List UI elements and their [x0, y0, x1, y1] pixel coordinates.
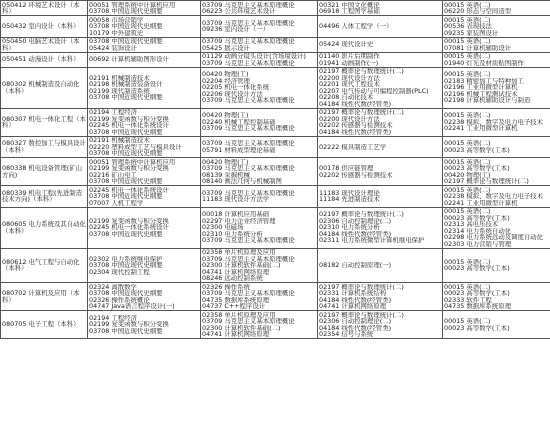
course-entry: 02220 塑料成型工艺与模具设计 — [89, 143, 182, 150]
course-entry: 05424 现代设计史 — [319, 41, 374, 48]
course-cell-1 — [88, 158, 201, 186]
course-entry: 02306 自动控制理论(二) — [319, 318, 392, 325]
course-entry: 02199 复变函数与积分变换 — [89, 165, 169, 172]
course-entry: 08182 自动控制原理(一) — [319, 262, 392, 269]
course-entry: 03709 马克思主义基本原理概论 — [202, 38, 295, 45]
course-entry: 02310 电力系统分析 — [319, 224, 380, 231]
course-entry: 02196 工业用微型计算机 — [444, 84, 518, 91]
course-cell-3 — [318, 16, 443, 38]
course-entry: 02324 离散数学 — [89, 283, 137, 290]
course-entry: 03708 中国近现代史纲要 — [89, 38, 163, 45]
course-cell-4 — [443, 37, 550, 52]
table-row — [1, 37, 550, 52]
course-entry: 02191 机械制造技术 — [89, 74, 150, 81]
course-entry: 00015 英语(二) — [444, 258, 491, 266]
course-entry: 04747 Java语言程序设计(一) — [89, 303, 175, 310]
course-entry: 00420 物理(工) — [202, 158, 249, 165]
course-entry: 02222 模具制造工艺学 — [319, 143, 387, 150]
course-entry: 02300 计算机软件基础(二) — [202, 324, 281, 331]
course-entry: 02300 计算机软件基础(二) — [202, 262, 281, 269]
course-cell-1 — [88, 67, 201, 108]
course-entry: 11184 先进制造技术 — [319, 196, 380, 203]
course-entry: 00051 管理系统中计算机应用 — [89, 1, 176, 8]
course-cell-3 — [318, 207, 443, 248]
course-entry: 00321 中国文化概论 — [319, 1, 380, 8]
course-entry: 00692 计算机辅助图形设计 — [89, 56, 169, 63]
course-entry: 08246 远动控制系统 — [202, 275, 263, 282]
course-cell-2 — [201, 311, 318, 339]
course-entry: 06223 公共环境艺术设计 — [202, 8, 276, 15]
course-entry: 00023 高等数学(工本) — [444, 214, 510, 221]
course-entry: 00015 英语(二) — [444, 53, 491, 60]
course-entry: 03709 马克思主义基本原理概论 — [202, 237, 295, 244]
course-entry: 01129 动画分镜头设计(含场境设计) — [202, 53, 307, 60]
course-cell-3 — [318, 136, 443, 158]
major-cell: 050450 电脑艺术设计（本科） — [1, 37, 88, 52]
table-row — [1, 67, 550, 108]
course-cell-1 — [88, 311, 201, 339]
course-entry: 03708 中国近现代史纲要 — [89, 290, 163, 297]
table-row — [1, 16, 550, 38]
course-cell-1 — [88, 16, 201, 38]
course-entry: 02202 传感器与检测技术 — [319, 171, 393, 178]
course-entry: 03709 马克思主义基本原理概论 — [202, 189, 295, 197]
course-entry: 02326 操作系统概论 — [89, 296, 150, 303]
course-entry: 03709 马克思主义基本原理概论 — [202, 140, 295, 147]
course-entry: 02331 计算机系统结构 — [319, 290, 387, 297]
course-entry: 04184 线性代数(经管类) — [319, 128, 392, 135]
course-entry: 01140 影片后期制作 — [319, 53, 380, 60]
course-entry: 00420 物理(工) — [444, 171, 491, 178]
course-entry: 02197 概率论与数理统计(二) — [319, 283, 404, 290]
course-entry: 00023 高等数学(工本) — [444, 290, 510, 297]
table-row — [1, 52, 550, 67]
course-entry: 02302 电力系统继电保护 — [89, 255, 163, 262]
course-entry: 05425 展示设计 — [202, 44, 250, 51]
course-entry: 02206 现代设计方法 — [202, 90, 263, 98]
course-cell-4 — [443, 52, 550, 67]
major-cell: 080338 机电设备管理(矿山方向) — [1, 158, 88, 186]
major-cell: 080327 数控加工与模具设计（本科） — [1, 136, 88, 158]
course-cell-2 — [201, 283, 318, 311]
course-entry: 04184 线性代数(经管类) — [319, 230, 392, 238]
course-entry: 02300 电磁场 — [202, 224, 244, 231]
course-entry: 02311 电力系统微型计算机继电保护 — [319, 237, 425, 244]
table-row — [1, 158, 550, 186]
major-cell: 080705 电子工程（本科） — [1, 311, 88, 339]
course-entry: 02194 工程经济 — [89, 314, 137, 322]
course-cell-4 — [443, 108, 550, 136]
major-cell: 080605 电力系统及其自动化（本科） — [1, 207, 88, 248]
course-cell-1 — [88, 283, 201, 311]
course-cell-1 — [88, 1, 201, 16]
course-entry: 03708 中国近现代史纲要 — [89, 178, 163, 185]
course-entry: 04741 计算机网络原理 — [202, 268, 270, 275]
course-entry: 04741 计算机网络原理 — [319, 303, 387, 310]
course-entry: 02245 机电一体化系统设计 — [89, 186, 169, 193]
course-cell-3 — [318, 248, 443, 283]
table-row — [1, 207, 550, 248]
course-cell-2 — [201, 186, 318, 208]
course-entry: 02310 电力系统分析 — [202, 230, 263, 238]
course-cell-3 — [318, 311, 443, 339]
course-entry: 02358 单片机原理及应用 — [202, 311, 276, 318]
course-entry: 03709 马克思主义基本原理概论 — [202, 290, 295, 297]
course-cell-1 — [88, 37, 201, 52]
course-entry: 01941 动画制作(一) — [319, 59, 379, 66]
major-cell: 050451 动漫设计（本科） — [1, 52, 88, 67]
course-entry: 00023 高等数学(工本) — [444, 265, 510, 272]
table-row — [1, 1, 550, 16]
course-entry: 02196 机械工程测试技术 — [444, 90, 518, 98]
course-entry: 02326 操作系统 — [202, 283, 250, 290]
course-entry: 09235 家装图设计 — [444, 29, 499, 36]
course-entry: 11183 现代设计方法学 — [202, 196, 270, 203]
course-entry: 02333 软件工程 — [444, 296, 492, 303]
course-cell-2 — [201, 248, 318, 283]
table-row — [1, 248, 550, 283]
course-cell-1 — [88, 248, 201, 283]
course-entry: 00015 英语(二) — [444, 16, 491, 23]
course-entry: 09236 室内设计（一） — [202, 26, 270, 33]
course-entry: 02197 概率论与数理统计(二) — [444, 178, 529, 185]
course-entry: 02199 复变函数与积分变换 — [89, 321, 169, 328]
course-entry: 02358 单片机原理及应用 — [202, 249, 276, 256]
table-row — [1, 283, 550, 311]
course-cell-1 — [88, 136, 201, 158]
course-entry: 03708 中国近现代史纲要 — [89, 262, 163, 269]
course-cell-4 — [443, 248, 550, 283]
course-entry: 02207 电气传动与可编程控制器(PLC) — [319, 87, 429, 94]
major-cell: 080612 电气工程与自动化（本科） — [1, 248, 88, 283]
course-entry: 02245 机电一体化系统设计 — [89, 224, 169, 231]
course-entry: 02245 机电一体化系统设计 — [89, 122, 169, 129]
course-entry: 00015 英语(二) — [444, 186, 491, 193]
course-entry: 08139 采掘机械 — [202, 171, 250, 178]
course-cell-3 — [318, 283, 443, 311]
course-cell-4 — [443, 158, 550, 186]
course-entry: 00051 管理系统中计算机应用 — [89, 158, 176, 165]
course-entry: 03709 马克思主义基本原理概论 — [202, 255, 295, 262]
course-entry: 03708 中国近现代史纲要 — [89, 230, 163, 238]
course-entry: 04184 线性代数(经管类) — [319, 100, 392, 107]
major-cell: 050432 室内设计（本科） — [1, 16, 88, 38]
course-entry: 00018 计算机应用基础 — [202, 211, 270, 218]
major-cell: 080307 机电一体化工程（本科） — [1, 108, 88, 136]
course-entry: 00023 高等数学(工本) — [444, 165, 510, 172]
course-entry: 00015 英语(二) — [444, 1, 491, 8]
course-entry: 00058 市场营销学 — [89, 16, 144, 23]
course-cell-3 — [318, 186, 443, 208]
course-entry: 02306 自动控制理论(二) — [319, 217, 392, 225]
course-entry: 02201 现代工程技术 — [319, 81, 380, 88]
course-cell-2 — [201, 37, 318, 52]
course-entry: 03708 中国近现代史纲要 — [89, 327, 163, 335]
course-cell-2 — [201, 108, 318, 136]
course-entry: 06220 形态与空间造型 — [444, 8, 512, 15]
course-cell-2 — [201, 52, 318, 67]
major-cell: 050412 环境艺术设计（本科） — [1, 1, 88, 16]
course-entry: 02216 矿山电工 — [89, 171, 137, 178]
course-entry: 00015 英语(二) — [444, 38, 491, 45]
course-entry: 00420 物理(工) — [202, 112, 249, 119]
course-entry: 02197 概率论与数理统计(二) — [319, 68, 404, 75]
course-cell-1 — [88, 186, 201, 208]
course-entry: 03709 马克思主义基本原理概论 — [202, 1, 295, 8]
course-entry: 00015 英语(二) — [444, 158, 491, 165]
course-entry: 07081 计算机辅助设计 — [444, 44, 512, 51]
major-cell: 080339 机电工程(先进制造技术方向)（本科） — [1, 186, 88, 208]
course-cell-1 — [88, 52, 201, 67]
course-entry: 04741 计算机网络原理 — [202, 331, 270, 338]
course-entry: 02197 概率论与数理统计(二) — [319, 311, 404, 318]
course-entry: 02198 计算机辅助设计与制造 — [444, 97, 531, 104]
course-entry: 02204 经济管理 — [202, 77, 250, 85]
course-entry: 02313 高电压技术 — [444, 221, 499, 228]
course-cell-3 — [318, 158, 443, 186]
table-row — [1, 136, 550, 158]
course-entry: 02205 机电一体化系统 — [202, 84, 270, 91]
course-entry: 02241 工业用微型计算机 — [444, 199, 518, 206]
course-entry: 02200 现代设计方法 — [319, 115, 380, 122]
major-cell: 080702 计算机及应用（本科） — [1, 283, 88, 311]
course-entry: 04737 C++程序设计 — [202, 303, 266, 310]
course-entry: 04184 线性代数(经管类) — [319, 324, 392, 331]
major-cell: 080302 机械制造及自动化（本科） — [1, 67, 88, 108]
course-entry: 03709 马克思主义基本原理概论 — [202, 97, 295, 104]
course-cell-4 — [443, 67, 550, 108]
course-entry: 11183 现代设计理论 — [319, 189, 380, 197]
course-entry: 02199 复变函数与积分变换 — [89, 217, 169, 225]
course-entry: 02304 现代控制工程 — [89, 268, 150, 275]
course-entry: 07007 人机工程学 — [89, 199, 144, 206]
course-entry: 02200 现代设计方法 — [319, 74, 380, 81]
course-entry: 03709 马克思主义基本原理概论 — [202, 318, 295, 325]
course-entry: 03709 马克思主义基本原理概论 — [202, 165, 295, 172]
course-entry: 03708 中国近现代史纲要 — [89, 150, 163, 157]
course-cell-4 — [443, 186, 550, 208]
course-entry: 00015 英语(二) — [444, 71, 491, 78]
course-cell-2 — [201, 1, 318, 16]
course-entry: 04184 线性代数(经管类) — [319, 296, 392, 303]
course-entry: 04735 数据库系统原理 — [202, 296, 270, 303]
course-cell-4 — [443, 136, 550, 158]
course-entry: 02183 精密加工与特种加工 — [444, 77, 524, 85]
course-cell-2 — [201, 67, 318, 108]
course-entry: 00015 英语(二) — [444, 112, 491, 119]
course-entry: 03708 中国近现代史纲要 — [89, 128, 163, 135]
course-entry: 01940 灯光及材质贴图制作 — [444, 59, 524, 66]
course-entry: 02240 机械工程控制基础 — [202, 118, 276, 126]
course-entry: 02199 复变函数与积分变换 — [89, 115, 169, 122]
course-entry: 02198 机械制造装备设计 — [89, 81, 163, 88]
course-entry: 04735 数据库系统原理 — [444, 303, 512, 310]
course-cell-2 — [201, 136, 318, 158]
course-entry: 02297 电力企业经济管理 — [202, 217, 276, 225]
course-entry: 03709 马克思主义基本原理概论 — [202, 19, 295, 27]
course-entry: 03708 中国近现代史纲要 — [89, 193, 163, 200]
course-entry: 00178 供应链管理 — [319, 165, 374, 172]
table-row — [1, 108, 550, 136]
course-entry: 03708 中国近现代史纲要 — [89, 94, 163, 101]
course-cell-3 — [318, 52, 443, 67]
course-cell-3 — [318, 67, 443, 108]
course-cell-1 — [88, 108, 201, 136]
course-entry: 02197 概率论与数理统计(二) — [319, 211, 404, 218]
course-entry: 02199 现代制造系统 — [89, 87, 150, 94]
table-row — [1, 311, 550, 339]
course-entry: 02208 自动化技术 — [319, 94, 374, 101]
course-entry: 02298 电力系统远动及调度自动化 — [444, 234, 544, 241]
course-entry: 02238 模拟、数字及电力电子技术 — [444, 118, 544, 126]
course-entry: 03709 马克思主义基本原理概论 — [202, 125, 295, 132]
course-entry: 00015 英语(二) — [444, 283, 491, 290]
course-cell-4 — [443, 283, 550, 311]
course-entry: 04496 人体工程学（一） — [319, 23, 393, 30]
course-entry: 02303 电力营销与管理 — [444, 240, 512, 247]
course-entry: 02202 传感器与检测技术 — [319, 122, 393, 129]
course-entry: 05791 材料成型理论基础 — [202, 146, 276, 154]
course-entry: 08140 画法几何与机械制图 — [202, 178, 282, 185]
course-entry: 03708 中国近现代史纲要 — [89, 23, 163, 30]
course-cell-4 — [443, 16, 550, 38]
course-entry: 02197 概率论与数理统计(二) — [319, 109, 404, 116]
course-entry: 02241 工业用微型计算机 — [444, 125, 518, 132]
exam-schedule-body — [1, 1, 550, 339]
course-cell-3 — [318, 108, 443, 136]
course-entry: 00536 表现技法 — [444, 23, 492, 30]
course-entry: 00015 英语(二) — [444, 318, 491, 325]
course-cell-4 — [443, 311, 550, 339]
course-entry: 02314 电力系统自动化 — [444, 227, 512, 234]
course-entry: 02238 模拟、数字及电力电子技术 — [444, 193, 544, 200]
course-entry: 00023 高等数学(工本) — [444, 146, 510, 154]
course-entry: 03708 中国近现代史纲要 — [89, 8, 163, 15]
course-cell-2 — [201, 207, 318, 248]
course-cell-3 — [318, 1, 443, 16]
course-cell-1 — [88, 207, 201, 248]
course-entry: 02354 信号与系统 — [319, 331, 374, 338]
course-cell-3 — [318, 37, 443, 52]
course-cell-4 — [443, 1, 550, 16]
course-cell-4 — [443, 207, 550, 248]
course-cell-2 — [201, 16, 318, 38]
course-entry: 03709 马克思主义基本原理概论 — [202, 59, 295, 66]
course-entry: 00420 物理(工) — [202, 71, 249, 78]
course-entry: 05424 装饰设计 — [89, 44, 137, 51]
course-entry: 10179 中外建筑史 — [89, 29, 144, 36]
course-entry: 06918 工程图学基础 — [319, 8, 380, 15]
course-cell-2 — [201, 158, 318, 186]
course-entry: 00015 英语(二) — [444, 208, 491, 215]
course-entry: 00015 英语(二) — [444, 140, 491, 147]
course-entry: 00023 高等数学(工本) — [444, 324, 510, 331]
course-entry: 02191 机械制造技术 — [89, 137, 150, 144]
table-row — [1, 186, 550, 208]
course-entry: 02194 工程经济 — [89, 109, 137, 116]
